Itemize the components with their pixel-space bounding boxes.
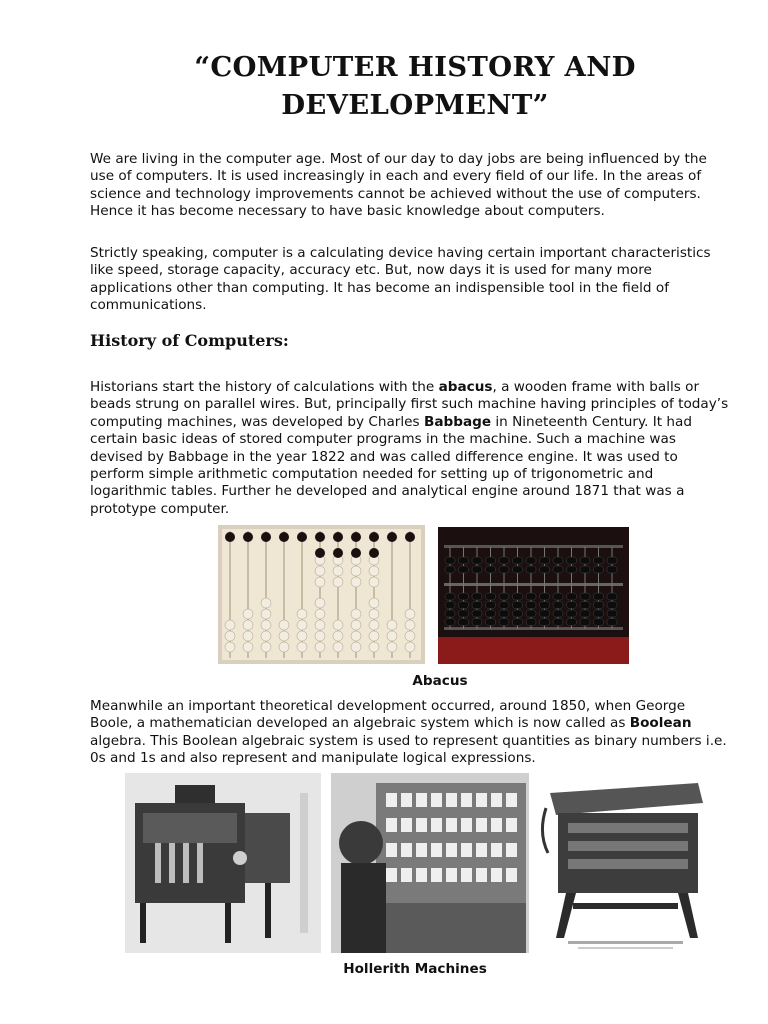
text-line: We are living in the computer age. Most of our day to day jobs are being influenced by the (90, 151, 707, 167)
text-line: Boole, a mathematician developed an algebraic system which is now called as Boolean (90, 715, 692, 732)
text-line: 0s and 1s and also represent and manipulate logical expressions. (90, 750, 536, 767)
text-line: logarithmic tables. Further he developed and analytical engine around 1871 that was a (90, 483, 685, 500)
babbage-term: Babbage (423, 413, 492, 430)
text-line: science and technology improvements cannot be achieved without the use of computers. (90, 185, 701, 202)
text-line: prototype computer. (90, 500, 230, 517)
abacus-photo-2 (438, 527, 629, 664)
text-line: perform simple arithmetic computation needed for setting up of trigonometric and (90, 466, 654, 483)
boolean-term: Boolean (629, 715, 692, 732)
text-line: devised by Babbage in the year 1822 and was called difference engine. It was used to (90, 448, 678, 465)
text-line: like speed, storage capacity, accuracy etc. But, now days it is used for many more (90, 262, 652, 279)
intro-paragraph-1 (90, 151, 730, 221)
hollerith-machine-photo-3 (538, 773, 712, 953)
text-line: Meanwhile an important theoretical development occurred, around 1850, when George (90, 698, 686, 714)
text-line: Historians start the history of calculations with the abacus, a wooden frame with balls or (90, 379, 700, 395)
text-line: Strictly speaking, computer is a calculating device having certain important characteristics (90, 245, 711, 261)
history-paragraph (90, 379, 730, 518)
text-line: computing machines, was developed by Charles Babbage in Nineteenth Century. It had (90, 413, 692, 430)
title-line-1: “COMPUTER HISTORY AND (194, 51, 636, 83)
title-line-2: DEVELOPMENT” (281, 89, 549, 121)
text-line: algebra. This Boolean algebraic system is used to represent quantities as binary numbers i.e. (90, 732, 727, 749)
text-line: use of computers. It is used increasingly in each and every field of our life. In the areas of (90, 168, 702, 185)
text-line: certain basic ideas of stored computer programs in the machine. Such a machine was (90, 431, 676, 448)
text-line: communications. (90, 297, 207, 314)
abacus-term: abacus (438, 379, 493, 395)
hollerith-caption: Hollerith Machines (343, 961, 487, 977)
text-line: Hence it has become necessary to have basic knowledge about computers. (90, 203, 605, 220)
text-line: applications other than computing. It has become an indispensible tool in the field of (90, 279, 669, 296)
abacus-photo-1 (218, 525, 425, 664)
section-heading: History of Computers: (90, 331, 289, 350)
intro-paragraph-2 (90, 245, 730, 315)
page-title (90, 48, 740, 124)
hollerith-machine-photo-2 (331, 773, 529, 953)
abacus-caption: Abacus (412, 673, 468, 689)
boole-paragraph (90, 698, 730, 768)
text-line: beads strung on parallel wires. But, principally first such machine having principles of today’s (90, 396, 729, 413)
hollerith-machine-photo-1 (125, 773, 321, 953)
